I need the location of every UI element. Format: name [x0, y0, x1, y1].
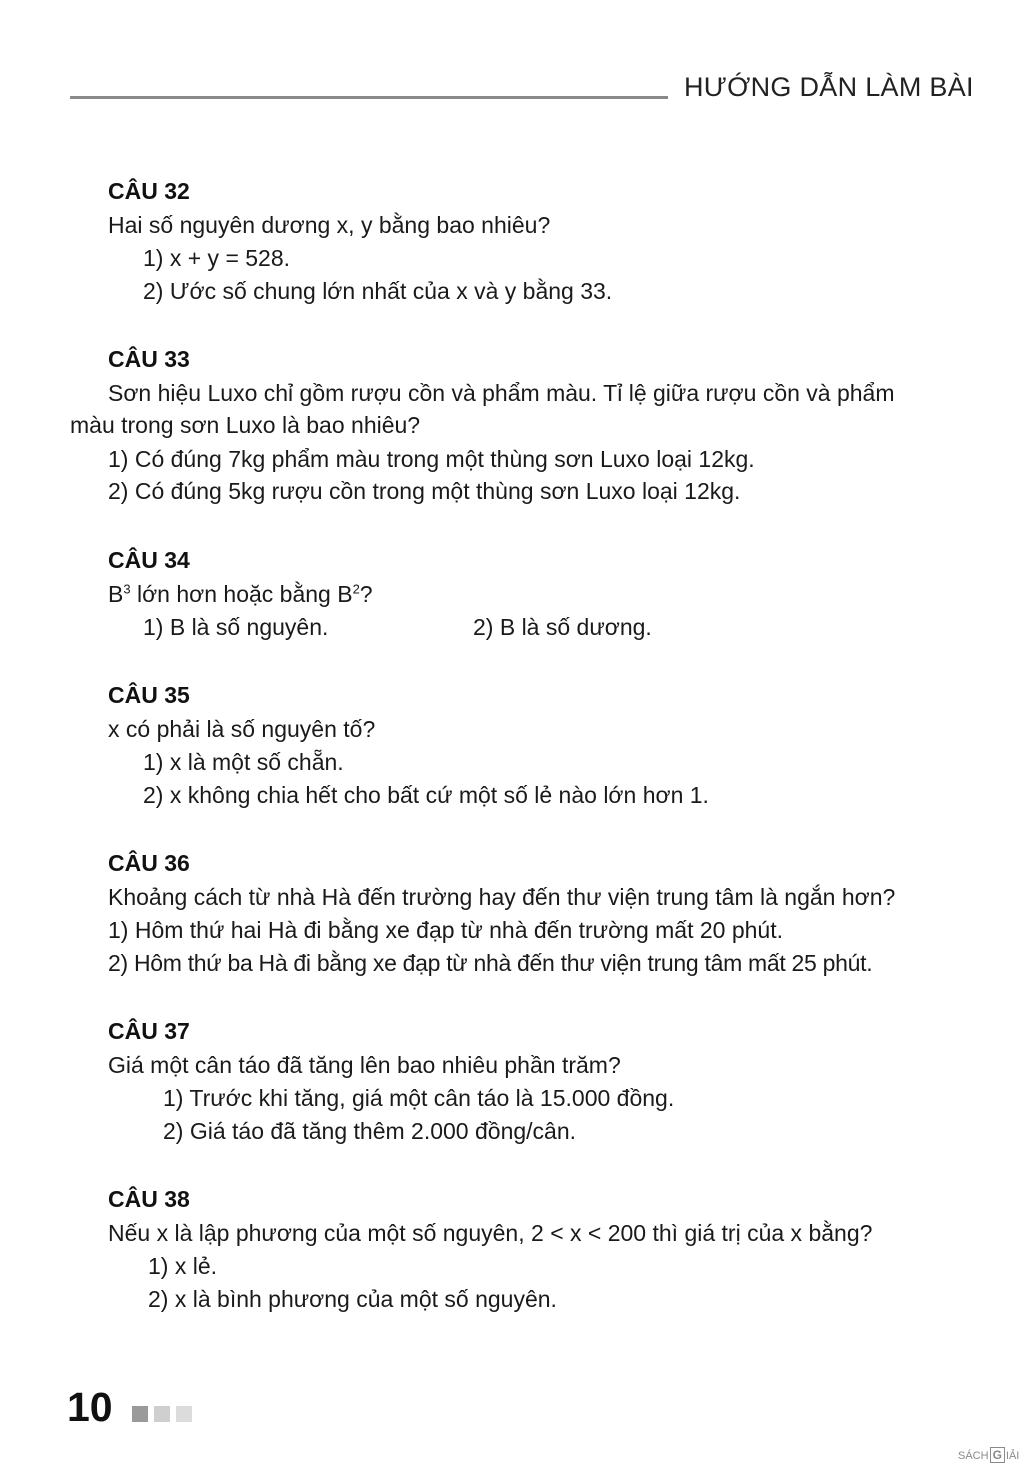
question-prompt-line-2: màu trong sơn Luxo là bao nhiêu? [70, 412, 421, 438]
question-prompt: x có phải là số nguyên tố? [108, 716, 376, 742]
question-prompt: Giá một cân táo đã tăng lên bao nhiêu phần trăm? [108, 1052, 621, 1078]
header-rule [70, 96, 668, 99]
prompt-middle: lớn hơn hoặc bằng B [130, 581, 353, 607]
watermark-left: SÁCH [958, 1450, 989, 1462]
question-prompt [108, 581, 373, 608]
question-heading: CÂU 34 [108, 547, 190, 573]
question-prompt-line-1: Sơn hiệu Luxo chỉ gồm rượu cồn và phẩm màu. Tỉ lệ giữa rượu cồn và phẩm [108, 380, 895, 406]
prompt-end: ? [359, 581, 373, 607]
question-heading: CÂU 33 [108, 346, 190, 372]
prompt-base-1: B [108, 581, 124, 607]
statement-1: 1) x + y = 528. [143, 245, 291, 271]
question-prompt: Khoảng cách từ nhà Hà đến trường hay đến thư viện trung tâm là ngắn hơn? [108, 884, 896, 910]
watermark-logo [958, 1447, 1019, 1463]
exponent-1: 3 [123, 581, 131, 597]
statement-1: 1) B là số nguyên. [143, 614, 329, 640]
footer-square [176, 1406, 192, 1422]
page-number: 10 [67, 1384, 113, 1430]
statement-2: 2) x không chia hết cho bất cứ một số lẻ nào lớn hơn 1. [143, 782, 709, 808]
footer-square [154, 1406, 170, 1422]
question-prompt: Nếu x là lập phương của một số nguyên, 2 < x < 200 thì giá trị của x bằng? [108, 1220, 873, 1246]
statement-1: 1) Trước khi tăng, giá một cân táo là 15.000 đồng. [163, 1085, 675, 1111]
statement-1: 1) Hôm thứ hai Hà đi bằng xe đạp từ nhà đến trường mất 20 phút. [108, 917, 783, 943]
statement-1: 1) x là một số chẵn. [143, 749, 344, 775]
header-title: HƯỚNG DẪN LÀM BÀI [684, 72, 974, 102]
question-prompt: Hai số nguyên dương x, y bằng bao nhiêu? [108, 212, 551, 238]
exponent-2: 2 [352, 581, 360, 597]
question-heading: CÂU 38 [108, 1186, 190, 1212]
watermark-box: G [990, 1447, 1005, 1463]
watermark-right: IẢI [1005, 1450, 1020, 1462]
question-heading: CÂU 32 [108, 178, 190, 204]
statement-2: 2) B là số dương. [473, 614, 652, 640]
statement-2: 2) Có đúng 5kg rượu cồn trong một thùng sơn Luxo loại 12kg. [108, 478, 741, 504]
statement-2: 2) Hôm thứ ba Hà đi bằng xe đạp từ nhà đến thư viện trung tâm mất 25 phút. [108, 950, 873, 976]
question-heading: CÂU 36 [108, 850, 190, 876]
question-heading: CÂU 35 [108, 682, 190, 708]
footer-square [132, 1406, 148, 1422]
statement-2: 2) Ước số chung lớn nhất của x và y bằng 33. [143, 278, 613, 304]
statement-2: 2) Giá táo đã tăng thêm 2.000 đồng/cân. [163, 1118, 577, 1144]
statement-2: 2) x là bình phương của một số nguyên. [148, 1286, 557, 1312]
question-heading: CÂU 37 [108, 1018, 190, 1044]
statement-1: 1) x lẻ. [148, 1253, 218, 1279]
statement-1: 1) Có đúng 7kg phẩm màu trong một thùng sơn Luxo loại 12kg. [108, 446, 755, 472]
